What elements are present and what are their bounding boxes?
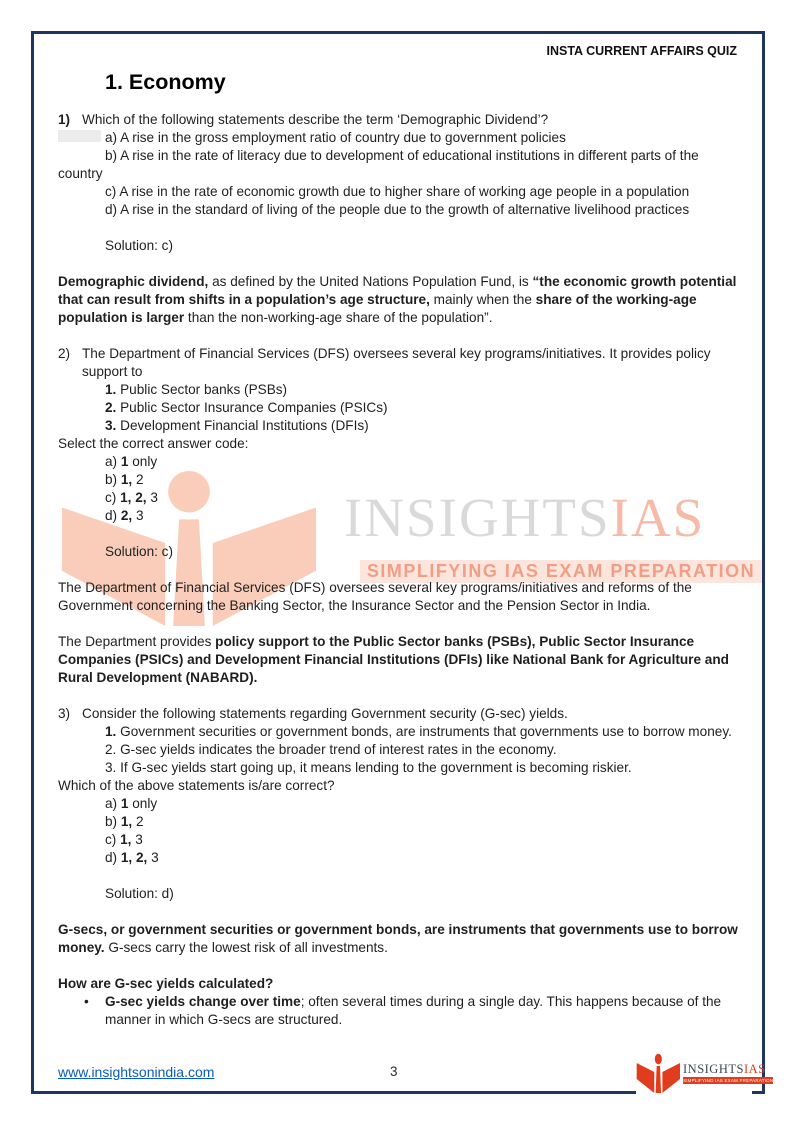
question-2-item-1: 1. Public Sector banks (PSBs) xyxy=(105,382,288,397)
question-2-answer-code-label: Select the correct answer code: xyxy=(58,436,249,451)
question-2-option-c: c) 1, 2, 3 xyxy=(105,490,158,505)
watermark-brand-gray: INSIGHTS xyxy=(344,487,611,548)
explanation-gsec-bullet: • G-sec yields change over time; often several times during a single day. This happens because of the manner in which G-secs are structured. xyxy=(84,994,722,1027)
question-1-option-a: a) A rise in the gross employment ratio of country due to government policies xyxy=(58,129,738,147)
page-number: 3 xyxy=(390,1064,398,1079)
question-3-statement-1: 1. Government securities or government bonds, are instruments that governments use to borrow money. xyxy=(105,724,732,739)
explanation-dfs-overview: The Department of Financial Services (DFS) oversees several key programs/initiatives and reforms of the Government concerning the Banking Sector, the Insurance Sector and the Pension Sector in India. xyxy=(58,580,692,613)
question-2-item-2: 2. Public Sector Insurance Companies (PSICs) xyxy=(105,400,388,415)
question-2-solution: Solution: c) xyxy=(105,544,174,559)
question-1-solution: Solution: c) xyxy=(105,238,174,253)
explanation-gsec: G-secs, or government securities or government bonds, are instruments that governments use to borrow money. G-secs carry the lowest risk of all investments. xyxy=(58,922,738,955)
question-3-option-b: b) 1, 2 xyxy=(105,814,144,829)
page-header-title: INSTA CURRENT AFFAIRS QUIZ xyxy=(546,44,737,58)
question-3-option-a: a) 1 only xyxy=(105,796,158,811)
explanation-demographic-dividend: Demographic dividend, as defined by the United Nations Population Fund, is “the economic growth potential that can result from shifts in a population’s age structure, mainly when the share of the working-age population is larger than the non-working-age share of the population”. xyxy=(58,274,737,325)
explanation-gsec-heading: How are G-sec yields calculated? xyxy=(58,976,274,991)
logo-brand-dark: INSIGHTS xyxy=(683,1061,744,1076)
footer-url-link[interactable]: www.insightsonindia.com xyxy=(58,1064,215,1080)
question-1-option-d: d) A rise in the standard of living of the people due to the growth of alternative livelihood practices xyxy=(105,202,690,217)
insights-logo-tagline: SIMPLIFYING IAS EXAM PREPARATION xyxy=(683,1077,774,1083)
question-1: 1) Which of the following statements describe the term ‘Demographic Dividend’? xyxy=(58,112,549,127)
question-3-statement-2: 2. G-sec yields indicates the broader trend of interest rates in the economy. xyxy=(105,742,557,757)
section-title: 1. Economy xyxy=(105,70,226,94)
page-footer xyxy=(58,1054,774,1094)
bullet-icon: • xyxy=(84,994,89,1009)
explanation-dfs-support: The Department provides policy support to the Public Sector banks (PSBs), Public Sector Insurance Companies (PSICs) and Development Financial Institutions (DFIs) like National Bank for Agriculture and Rural Development (NABARD). xyxy=(58,634,729,685)
question-2-option-b: b) 1, 2 xyxy=(105,472,144,487)
highlight-artifact xyxy=(58,130,101,142)
insights-logo-icon xyxy=(636,1053,680,1093)
document-body xyxy=(58,111,738,1029)
question-3-option-c: c) 1, 3 xyxy=(105,832,143,847)
question-3-solution: Solution: d) xyxy=(105,886,174,901)
question-3-statement-3: 3. If G-sec yields start going up, it means lending to the government is becoming riskier. xyxy=(105,760,632,775)
question-1-option-c: c) A rise in the rate of economic growth due to higher share of working age people in a population xyxy=(105,184,690,199)
question-3-query: Which of the above statements is/are correct? xyxy=(58,778,335,793)
question-1-option-b: b) A rise in the rate of literacy due to development of educational institutions in different parts of the country xyxy=(58,148,699,181)
watermark-brand-accent: IAS xyxy=(610,487,706,548)
question-2-item-3: 3. Development Financial Institutions (DFIs) xyxy=(105,418,369,433)
question-3: 3) Consider the following statements regarding Government security (G-sec) yields. xyxy=(58,706,568,721)
logo-brand-accent: IAS xyxy=(743,1061,766,1076)
question-2: 2) The Department of Financial Services (DFS) oversees several key programs/initiatives. It provides policy support to xyxy=(58,346,711,379)
footer-logo xyxy=(636,1048,774,1098)
page-content xyxy=(58,44,738,1029)
question-number: 2) xyxy=(58,346,71,361)
insights-logo-text xyxy=(683,1063,773,1084)
question-2-option-d: d) 2, 3 xyxy=(105,508,144,523)
question-3-option-d: d) 1, 2, 3 xyxy=(105,850,159,865)
question-2-option-a: a) 1 only xyxy=(105,454,158,469)
question-number: 3) xyxy=(58,706,71,721)
watermark-tagline: SIMPLIFYING IAS EXAM PREPARATION xyxy=(360,560,762,583)
question-number: 1) xyxy=(58,112,71,127)
